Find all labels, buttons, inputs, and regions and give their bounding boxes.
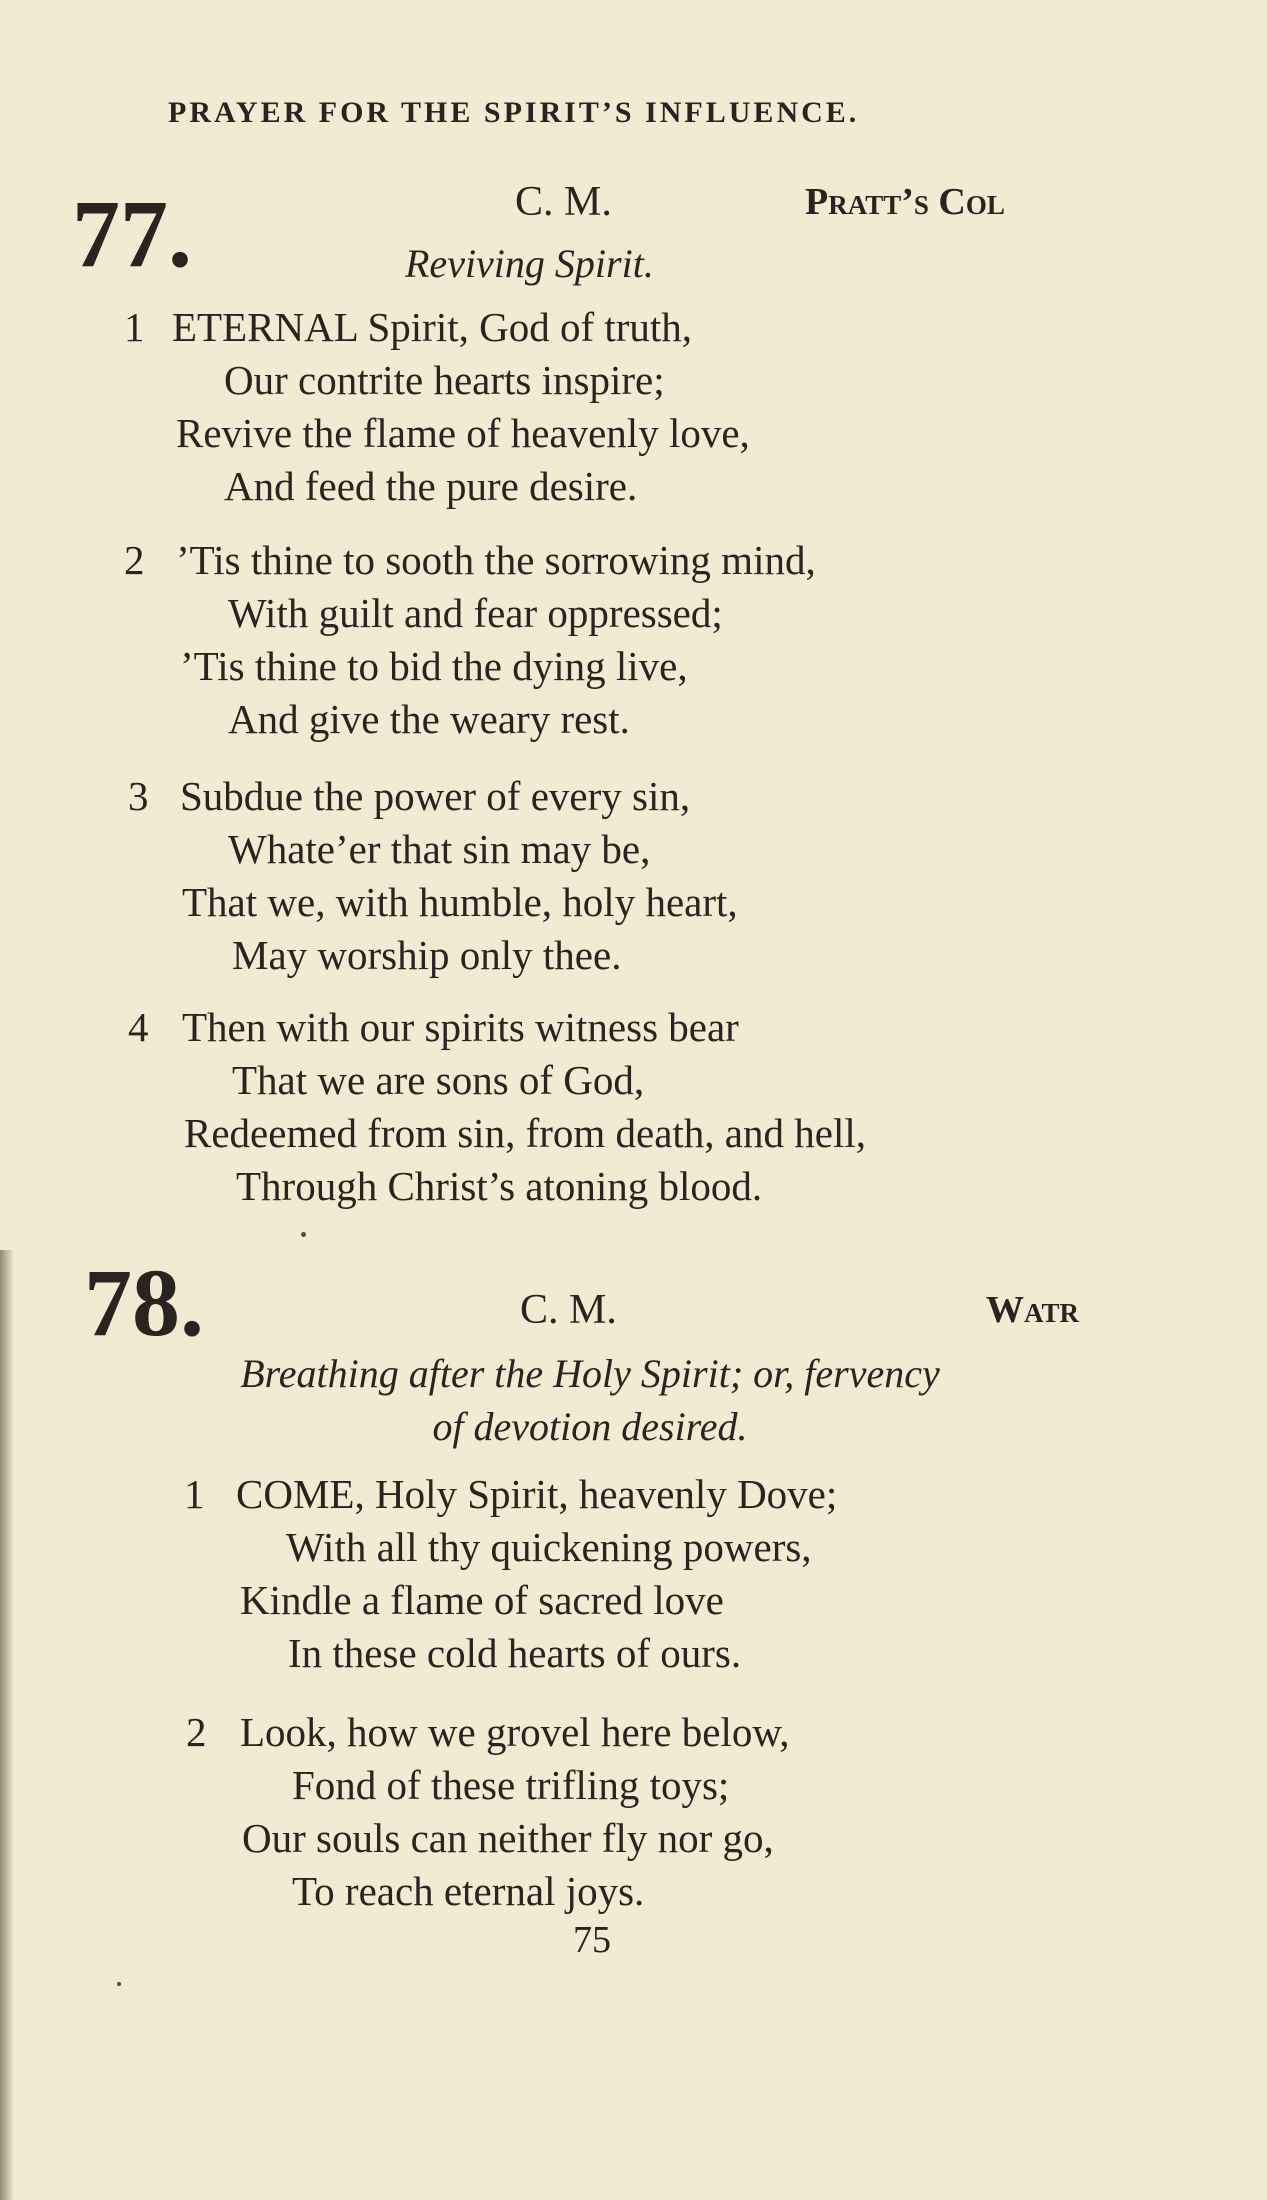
verse-line: In these cold hearts of ours. bbox=[288, 1630, 742, 1676]
verse-number: 2 bbox=[186, 1709, 207, 1755]
verse-line: Our contrite hearts inspire; bbox=[224, 357, 665, 403]
page-number: 75 bbox=[573, 1919, 611, 1961]
verse-number: 2 bbox=[124, 537, 145, 583]
verse-line: And give the weary rest. bbox=[228, 696, 630, 742]
verse-line: Then with our spirits witness bear bbox=[182, 1004, 739, 1050]
verse-number: 1 bbox=[124, 304, 145, 350]
verse-line: Look, how we grovel here below, bbox=[240, 1709, 790, 1755]
verse-line: Whate’er that sin may be, bbox=[228, 826, 651, 872]
verse-number: 1 bbox=[184, 1471, 205, 1517]
hymn-tune: Pratt’s Col bbox=[805, 181, 1005, 223]
hymn-subject: of devotion desired. bbox=[432, 1404, 748, 1449]
verse-line: Redeemed from sin, from death, and hell, bbox=[184, 1110, 866, 1156]
verse-line: And feed the pure desire. bbox=[224, 463, 638, 509]
hymn-meter: C. M. bbox=[520, 1287, 617, 1333]
page-gutter-shadow bbox=[0, 1250, 14, 2200]
verse-line: Subdue the power of every sin, bbox=[180, 773, 691, 819]
verse-line: ETERNAL Spirit, God of truth, bbox=[172, 304, 693, 350]
hymn-number: 78. bbox=[84, 1249, 204, 1356]
verse-line: Through Christ’s atoning blood. bbox=[236, 1163, 763, 1209]
verse-line: That we are sons of God, bbox=[232, 1057, 645, 1103]
ink-speck bbox=[117, 1982, 121, 1986]
verse-line: ’Tis thine to sooth the sorrowing mind, bbox=[176, 537, 816, 583]
ink-speck bbox=[301, 1232, 306, 1237]
verse-line: To reach eternal joys. bbox=[292, 1868, 645, 1914]
hymn-number: 77. bbox=[72, 180, 192, 287]
verse-line: Kindle a flame of sacred love bbox=[240, 1577, 724, 1623]
hymn-subject: Reviving Spirit. bbox=[405, 241, 654, 286]
hymn-subject: Breathing after the Holy Spirit; or, fervency bbox=[240, 1351, 940, 1396]
verse-line: Our souls can neither fly nor go, bbox=[242, 1815, 774, 1861]
verse-number: 3 bbox=[128, 773, 149, 819]
verse-line: Fond of these trifling toys; bbox=[292, 1762, 730, 1808]
verse-line: Revive the flame of heavenly love, bbox=[176, 410, 750, 456]
verse-line: With guilt and fear oppressed; bbox=[228, 590, 723, 636]
verse-line: ’Tis thine to bid the dying live, bbox=[180, 643, 688, 689]
verse-line: That we, with humble, holy heart, bbox=[182, 879, 738, 925]
verse-line: With all thy quickening powers, bbox=[286, 1524, 812, 1570]
verse-number: 4 bbox=[128, 1004, 149, 1050]
verse-line: May worship only thee. bbox=[232, 932, 622, 978]
hymn-tune: Watr bbox=[986, 1289, 1080, 1331]
verse-line: COME, Holy Spirit, heavenly Dove; bbox=[236, 1471, 838, 1517]
running-head: PRAYER FOR THE SPIRIT’S INFLUENCE. bbox=[168, 96, 860, 129]
hymn-meter: C. M. bbox=[515, 179, 612, 225]
